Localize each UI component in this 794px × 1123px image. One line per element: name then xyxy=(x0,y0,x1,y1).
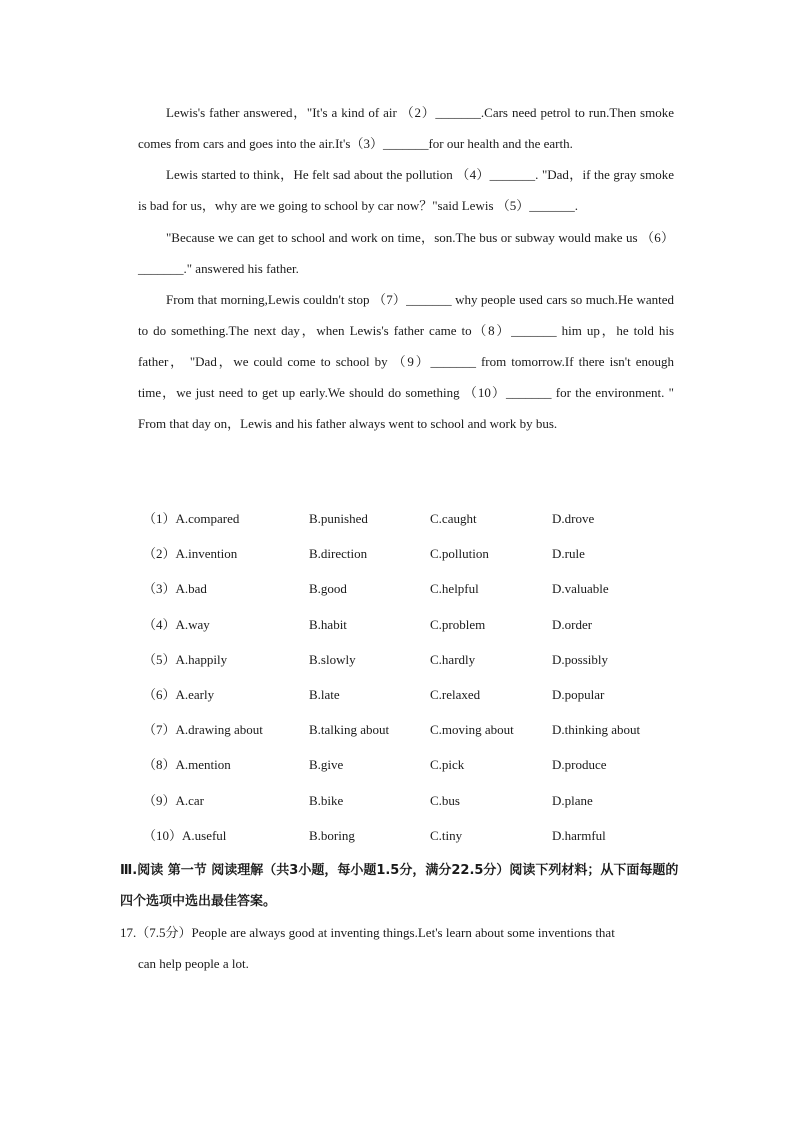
option-c: C.problem xyxy=(430,616,486,632)
option-b: B.direction xyxy=(309,546,368,562)
option-a: （10）A.useful xyxy=(143,827,227,843)
option-c: C.moving about xyxy=(430,722,514,738)
option-b: B.boring xyxy=(309,827,355,843)
option-b: B.habit xyxy=(309,616,347,632)
option-b: B.late xyxy=(309,686,340,702)
option-c: C.pick xyxy=(430,757,465,773)
option-row xyxy=(143,715,683,750)
option-row xyxy=(143,610,683,645)
option-a: （2）A.invention xyxy=(143,546,238,562)
option-b: B.punished xyxy=(309,511,368,526)
section-heading: Ⅲ.阅读 第一节 阅读理解（共3小题，每小题1.5分，满分22.5分）阅读下列材料；从下面每题的四个选项中选出最佳答案。 xyxy=(120,863,679,909)
option-b: B.bike xyxy=(309,792,344,808)
question-17 xyxy=(120,917,674,979)
question-17-line-2: can help people a lot. xyxy=(138,956,249,971)
option-d: D.drove xyxy=(552,511,595,526)
option-d: D.plane xyxy=(552,792,593,808)
option-a: （1）A.compared xyxy=(143,511,240,526)
option-a: （5）A.happily xyxy=(143,651,228,667)
option-d: D.harmful xyxy=(552,827,606,843)
option-c: C.bus xyxy=(430,792,460,808)
option-a: （6）A.early xyxy=(143,686,215,702)
option-a: （3）A.bad xyxy=(143,581,207,597)
option-a: （7）A.drawing about xyxy=(143,722,263,738)
passage-paragraph-1: Lewis's father answered，"It's a kind of air （2）_______.Cars need petrol to run.Then smoke comes from cars and goes into the air.It's（3）_______for our health and the earth. xyxy=(138,105,674,151)
option-row xyxy=(143,504,683,539)
passage-paragraph-4: From that morning,Lewis couldn't stop （7）_______ why people used cars so much.He wanted to do something.The next day，when Lewis's father came to（8）_______ him up，he told his father， "Dad，we could come to school by （9）_______ from tomorrow.If there isn't enough time，we just need to get up early.We should do something （10）_______ for the environment. " From that day on，Lewis and his father always went to school and work by bus. xyxy=(138,292,674,431)
option-b: B.give xyxy=(309,757,344,773)
option-c: C.caught xyxy=(430,511,477,526)
option-a: （8）A.mention xyxy=(143,757,231,773)
option-row xyxy=(143,574,683,609)
option-d: D.produce xyxy=(552,757,607,773)
option-d: D.rule xyxy=(552,546,585,562)
option-row xyxy=(143,750,683,785)
option-b: B.talking about xyxy=(309,722,390,738)
option-c: C.tiny xyxy=(430,827,463,843)
option-a: （4）A.way xyxy=(143,616,210,632)
option-d: D.possibly xyxy=(552,651,608,667)
option-d: D.thinking about xyxy=(552,722,641,738)
option-row xyxy=(143,680,683,715)
option-d: D.order xyxy=(552,616,593,632)
option-c: C.relaxed xyxy=(430,686,481,702)
question-17-line-1: 17.（7.5分）People are always good at inventing things.Let's learn about some inventions that xyxy=(120,925,615,940)
option-b: B.slowly xyxy=(309,651,356,667)
option-c: C.helpful xyxy=(430,581,479,597)
option-b: B.good xyxy=(309,581,347,597)
option-row xyxy=(143,821,683,856)
option-c: C.hardly xyxy=(430,651,476,667)
passage-paragraph-2: Lewis started to think，He felt sad about the pollution （4）_______. "Dad，if the gray smoke is bad for us，why are we going to school by car now？"said Lewis （5）_______. xyxy=(138,167,674,213)
answer-options-list xyxy=(143,504,683,856)
option-row xyxy=(143,786,683,821)
option-a: （9）A.car xyxy=(143,792,205,808)
option-d: D.popular xyxy=(552,686,605,702)
passage-paragraph-3: "Because we can get to school and work on time，son.The bus or subway would make us （6）_______." answered his father. xyxy=(138,230,674,276)
option-d: D.valuable xyxy=(552,581,609,597)
option-c: C.pollution xyxy=(430,546,489,562)
option-row xyxy=(143,539,683,574)
option-row xyxy=(143,645,683,680)
